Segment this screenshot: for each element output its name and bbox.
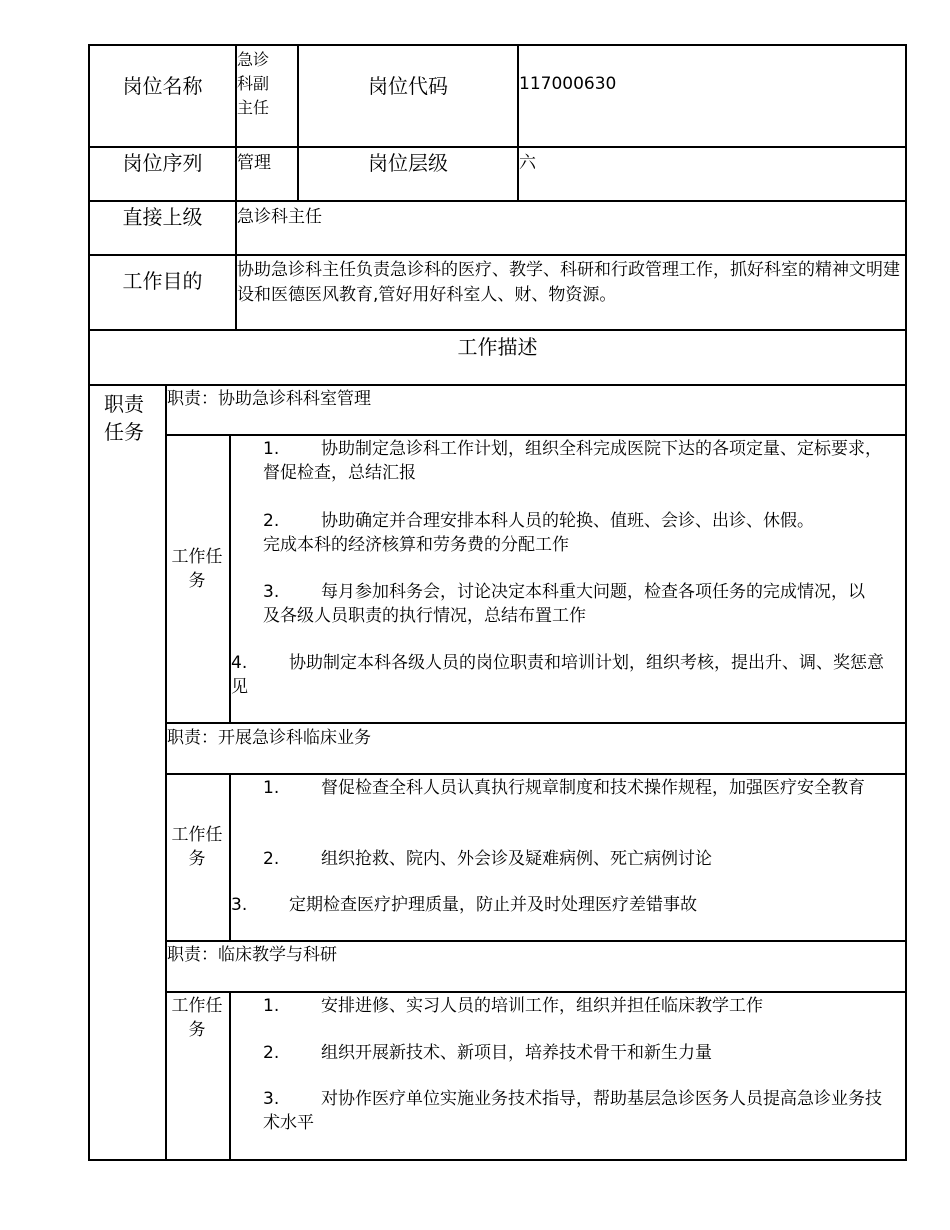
task-text: 督促检查全科人员认真执行规章制度和技术操作规程，加强医疗安全教育 [321,778,865,798]
task-item [263,1087,889,1135]
task-label: 工作任务 [171,996,223,1040]
task-number: 1. [263,778,280,798]
row-divider [165,722,907,724]
row-divider [165,773,907,775]
task-text: 协助确定并合理安排本科人员的轮换、值班、会诊、出诊、休假。 完成本科的经济核算和劳务费的分配工作 [263,511,923,555]
value-job-goal: 协助急诊科主任负责急诊科的医疗、教学、科研和行政管理工作，抓好科室的精神文明建设和医德医风教育,管好用好科室人、财、物资源。 [237,260,900,305]
row-divider [165,434,907,436]
value-job-name: 急诊科副主任 [237,50,270,117]
task-number: 4. [231,653,248,673]
task-item [231,651,891,699]
task-item [263,847,889,871]
task-number: 1. [263,996,280,1016]
label-job-level: 岗位层级 [368,151,448,175]
row-divider [88,146,907,148]
duty-title: 职责：协助急诊科科室管理 [167,389,371,409]
task-text: 定期检查医疗护理质量，防止并及时处理医疗差错事故 [289,895,697,915]
task-text: 协助制定急诊科工作计划，组织全科完成医院下达的各项定量、定标要求，督促检查，总结汇报 [263,439,882,483]
section-title: 工作描述 [457,335,538,359]
value-direct-superior: 急诊科主任 [237,207,322,227]
label-job-goal: 工作目的 [122,269,203,293]
task-text: 协助制定本科各级人员的岗位职责和培训计划，组织考核，提出升、调、奖惩意见 [231,653,884,697]
row-divider [88,384,907,386]
col-divider [229,991,231,1161]
row-divider [165,991,907,993]
label-job-name: 岗位名称 [122,74,203,98]
duty-title: 职责：临床教学与科研 [167,945,337,965]
task-number: 3. [263,582,280,602]
task-item [263,580,873,628]
col-divider [517,44,519,202]
task-number: 2. [263,849,280,869]
task-number: 1. [263,439,280,459]
task-text: 对协作医疗单位实施业务技术指导，帮助基层急诊医务人员提高急诊业务技术水平 [263,1089,882,1133]
task-text: 组织抢救、院内、外会诊及疑难病例、死亡病例讨论 [321,849,712,869]
task-item [263,509,923,557]
task-item [231,893,891,917]
table-border-top [88,44,907,46]
table-border-right [905,44,907,1161]
task-number: 2. [263,511,280,531]
task-text: 组织开展新技术、新项目，培养技术骨干和新生力量 [321,1043,712,1063]
task-label: 工作任务 [171,825,223,869]
task-label: 工作任务 [171,547,223,591]
label-direct-superior: 直接上级 [122,205,203,229]
table-border-bottom [88,1159,907,1161]
col-divider [297,44,299,202]
row-divider [88,254,907,256]
task-text: 安排进修、实习人员的培训工作，组织并担任临床教学工作 [321,996,763,1016]
task-number: 3. [231,895,248,915]
label-job-code: 岗位代码 [368,74,448,98]
task-item [263,437,889,485]
row-divider [88,329,907,331]
task-number: 3. [263,1089,280,1109]
value-job-level: 六 [519,153,536,173]
value-job-code: 117000630 [519,74,617,94]
task-number: 2. [263,1043,280,1063]
row-divider [165,940,907,942]
task-text: 每月参加科务会，讨论决定本科重大问题，检查各项任务的完成情况，以及各级人员职责的执行情况，总结布置工作 [263,582,865,626]
row-divider [88,200,907,202]
label-job-sequence: 岗位序列 [122,151,203,175]
duty-title: 职责：开展急诊科临床业务 [167,728,371,748]
task-item [263,994,889,1018]
label-duties: 职责任务 [104,392,144,444]
col-divider [165,384,167,1161]
task-item [263,776,889,800]
value-job-sequence: 管理 [237,153,271,173]
task-item [263,1041,889,1065]
